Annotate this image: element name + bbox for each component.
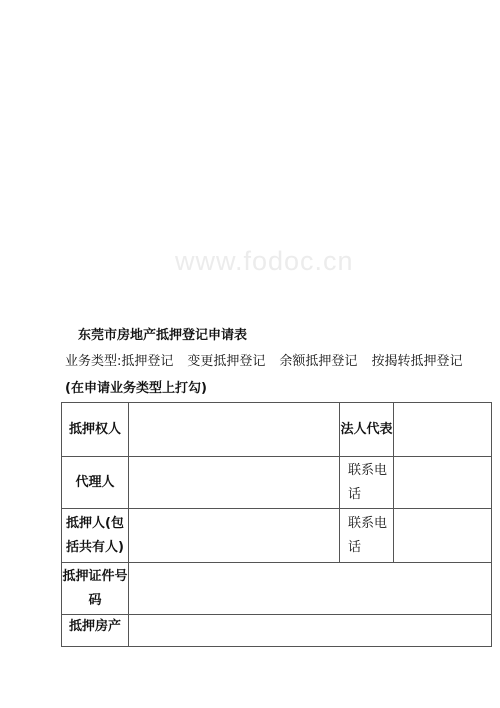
mortgagee-field[interactable]: [129, 403, 340, 457]
mortgagor-field[interactable]: [129, 509, 340, 563]
mortgagee-label: 抵押权人: [62, 403, 129, 457]
mortgaged-property-label: 抵押房产: [62, 615, 129, 647]
table-row: [62, 615, 492, 647]
mortgaged-property-field[interactable]: [129, 615, 492, 647]
table-row: [62, 403, 492, 457]
agent-contact-phone-field[interactable]: [394, 457, 492, 509]
table-row: [62, 563, 492, 615]
agent-field[interactable]: [129, 457, 340, 509]
mortgagor-id-number-label: 抵押证件号码: [62, 563, 129, 615]
form-title: 东莞市房地产抵押登记申请表: [78, 328, 248, 343]
watermark: www.fodoc.cn: [175, 246, 354, 276]
mortgagor-contact-phone-field[interactable]: [394, 509, 492, 563]
mortgagor-label: 抵押人(包括共有人): [62, 509, 129, 563]
table-row: [62, 509, 492, 563]
application-form-table: [61, 402, 492, 647]
business-type-option-change[interactable]: 变更抵押登记: [187, 354, 266, 369]
agent-label: 代理人: [62, 457, 129, 509]
business-type-label: 业务类型:: [65, 354, 122, 369]
business-type-option-mortgage[interactable]: 抵押登记: [121, 354, 174, 369]
business-type-option-transfer[interactable]: 按揭转抵押登记: [371, 354, 463, 369]
business-type-option-balance[interactable]: 余额抵押登记: [279, 354, 358, 369]
business-type-line: [65, 350, 462, 369]
legal-representative-field[interactable]: [394, 403, 492, 457]
legal-representative-label: 法人代表: [340, 403, 394, 457]
contact-phone-label: 联系电话: [340, 509, 394, 563]
table-row: [62, 457, 492, 509]
instruction-note: (在申请业务类型上打勾): [65, 381, 207, 396]
contact-phone-label: 联系电话: [340, 457, 394, 509]
mortgagor-id-number-field[interactable]: [129, 563, 492, 615]
